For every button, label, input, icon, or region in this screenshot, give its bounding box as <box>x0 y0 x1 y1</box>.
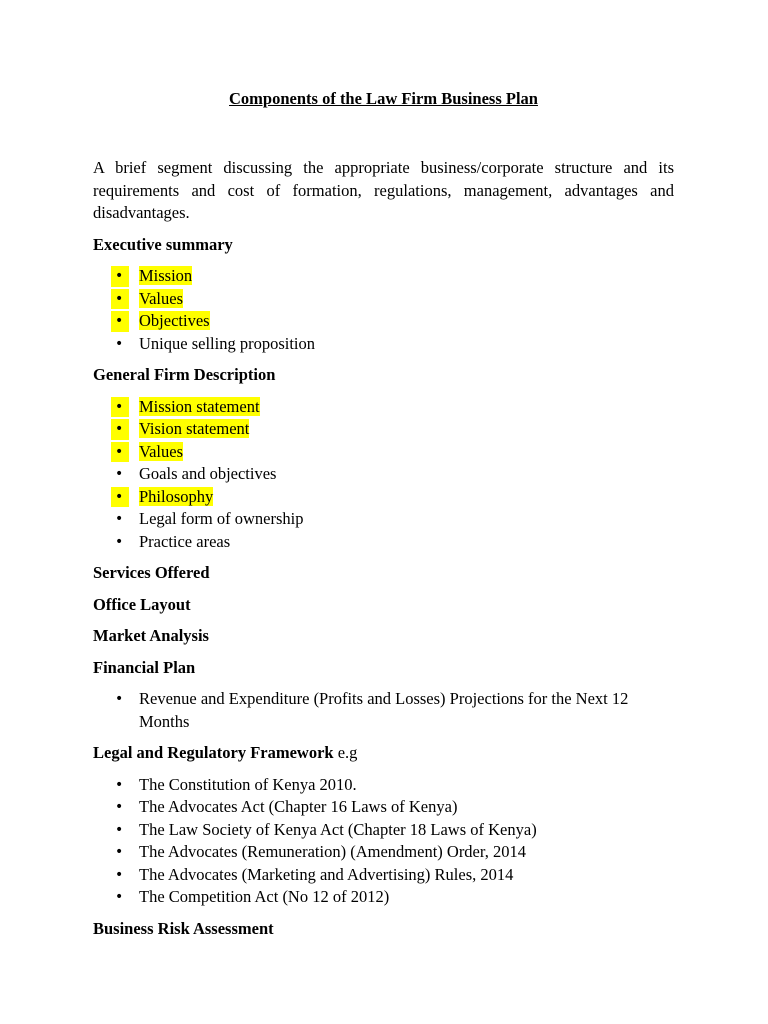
heading-legal-framework: Legal and Regulatory Framework e.g <box>93 743 358 762</box>
list-item: • Practice areas <box>93 531 674 554</box>
list-item: • The Advocates (Remuneration) (Amendment) Order, 2014 <box>93 841 674 864</box>
list-item: • The Competition Act (No 12 of 2012) <box>93 886 674 909</box>
document-title: Components of the Law Firm Business Plan <box>229 89 538 108</box>
financial-plan-list <box>93 688 674 733</box>
list-item: • Goals and objectives <box>93 463 674 486</box>
executive-summary-list <box>93 265 674 355</box>
list-item: • Objectives <box>93 310 674 333</box>
general-firm-description-list <box>93 396 674 554</box>
list-item: • The Constitution of Kenya 2010. <box>93 774 674 797</box>
heading-office-layout: Office Layout <box>93 594 191 614</box>
heading-financial-plan: Financial Plan <box>93 657 196 677</box>
list-item: • Values <box>93 441 674 464</box>
list-item: • The Advocates Act (Chapter 16 Laws of Kenya) <box>93 796 674 819</box>
list-item: • The Advocates (Marketing and Advertising) Rules, 2014 <box>93 864 674 887</box>
heading-services-offered: Services Offered <box>93 563 210 582</box>
list-item: • Values <box>93 288 674 311</box>
list-item: • Philosophy <box>93 486 674 509</box>
list-item: • Vision statement <box>93 418 674 441</box>
heading-executive-summary: Executive summary <box>93 234 233 254</box>
intro-paragraph: A brief segment discussing the appropriate business/corporate structure and its requirements and cost of formation, regulations, management, advantages and disadvantages. <box>93 158 674 222</box>
list-item: • Revenue and Expenditure (Profits and Losses) Projections for the Next 12 Months <box>93 688 674 733</box>
document-content <box>93 88 674 940</box>
list-item: • Legal form of ownership <box>93 508 674 531</box>
list-item: • Mission statement <box>93 396 674 419</box>
heading-general-firm-description: General Firm Description <box>93 365 276 384</box>
list-item: • Unique selling proposition <box>93 333 674 356</box>
list-item: • Mission <box>93 265 674 288</box>
legal-framework-list <box>93 774 674 909</box>
list-item: • The Law Society of Kenya Act (Chapter 18 Laws of Kenya) <box>93 819 674 842</box>
heading-market-analysis: Market Analysis <box>93 626 209 645</box>
heading-business-risk-assessment: Business Risk Assessment <box>93 918 274 938</box>
